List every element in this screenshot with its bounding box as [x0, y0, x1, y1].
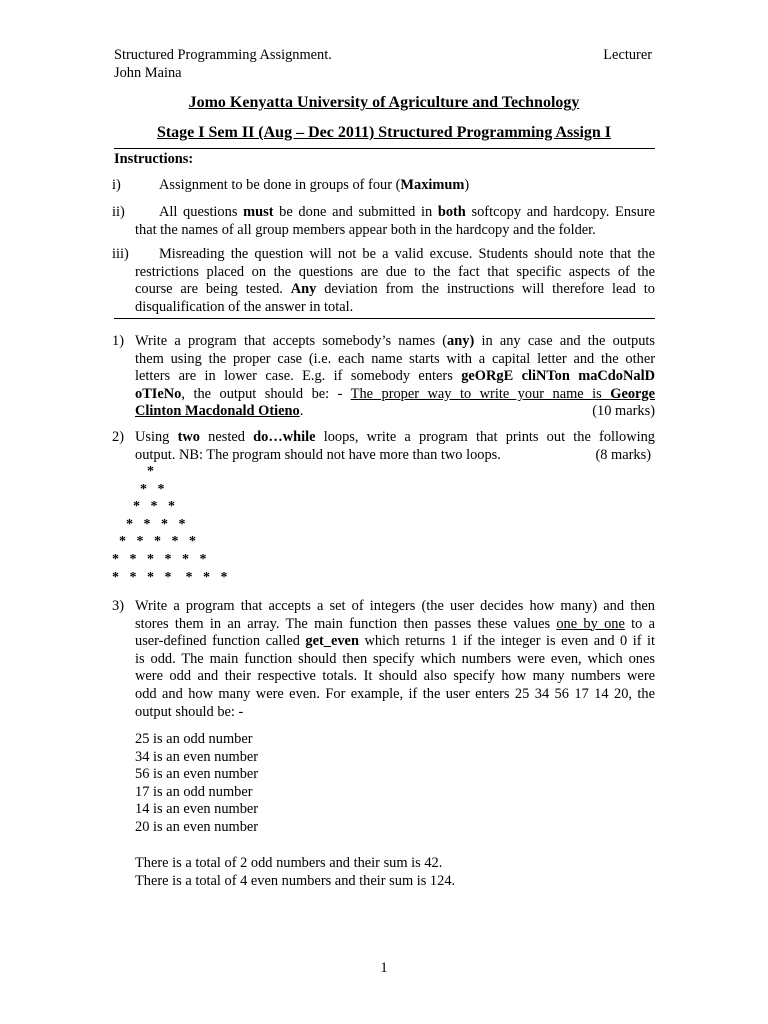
university-title: Jomo Kenyatta University of Agriculture and Technology [188, 94, 580, 111]
question-text: Write a program that accepts a set of integers (the user decides how many) and then [135, 598, 655, 614]
sample-output-line: 14 is an even number [135, 801, 259, 818]
question-number: 3) [112, 598, 124, 614]
question-text: were odd and their respective totals. It should also specify how many numbers were [135, 668, 655, 685]
star-row: * * * * * [112, 534, 196, 550]
question-text: stores them in an array. The main function then passes these values [135, 615, 557, 632]
item-number: iii) [112, 246, 129, 262]
question-bold: get_even [305, 633, 359, 650]
question-text: nested [199, 429, 254, 445]
instruction-bold: must [243, 204, 274, 220]
question-underline: The proper way to write your name is [350, 385, 611, 402]
instruction-text: course are being tested. [135, 281, 291, 298]
header-left [114, 47, 332, 83]
instruction-text: Misreading the question will not be a valid excuse. Students should note that the [159, 246, 655, 262]
question-underline: one by one [556, 615, 625, 632]
instruction-item-ii [112, 204, 655, 239]
instruction-text: be done and submitted in [273, 204, 438, 220]
question-text: odd and how many were even. For example, if the user enters 25 34 56 17 14 20, the [135, 685, 655, 702]
instruction-text: deviation from the instructions will therefore lead to [316, 281, 655, 298]
question-1 [112, 333, 655, 421]
question-text: Using [135, 429, 178, 445]
sample-output-line: 25 is an odd number [135, 731, 253, 747]
question-text: to a [624, 615, 655, 632]
question-text: letters are in lower case. E.g. if somebody enters [135, 368, 462, 385]
star-row: * [112, 464, 154, 479]
divider-top [114, 148, 655, 149]
star-row: * * * [112, 499, 175, 515]
star-row: * * * * * * * [112, 569, 228, 585]
sample-output-line: 34 is an even number [135, 748, 259, 765]
page-number: 1 [380, 960, 388, 976]
marks-label: (10 marks) [592, 403, 655, 420]
sample-output-line: 20 is an even number [135, 818, 259, 835]
question-bold: any) [447, 333, 475, 349]
sample-output [135, 731, 258, 837]
instruction-bold: Any [290, 281, 317, 298]
question-bold-underline: George [610, 385, 655, 402]
instruction-bold: both [437, 204, 466, 220]
header-lecturer-label: Lecturer [603, 47, 652, 63]
sample-output-line: 56 is an even number [135, 766, 259, 783]
question-bold: two [177, 429, 200, 445]
instruction-text: that the names of all group members appear both in the hardcopy and the folder. [135, 221, 596, 238]
question-text: . [299, 403, 304, 420]
question-text: user-defined function called [135, 633, 306, 650]
question-text: output. NB: The program should not have more than two loops. [135, 446, 501, 463]
star-row: * * [112, 481, 165, 497]
star-row: * * * * [112, 516, 186, 532]
marks-label: (8 marks) [595, 446, 651, 463]
instruction-text: All questions [159, 204, 244, 220]
instruction-item-i [112, 177, 655, 195]
sample-output-line: 17 is an odd number [135, 783, 253, 800]
divider-bottom [114, 318, 655, 319]
question-text: is odd. The main function should then specify which numbers were even, which ones [135, 650, 655, 667]
question-bold: geORgE cliNTon maCdoNalD [461, 368, 655, 385]
instruction-text: ) [464, 177, 470, 193]
item-number: i) [112, 177, 121, 193]
question-number: 1) [112, 333, 124, 349]
totals-line: There is a total of 4 even numbers and their sum is 124. [135, 872, 456, 889]
question-text: Write a program that accepts somebody’s names ( [135, 333, 448, 349]
item-number: ii) [112, 204, 125, 220]
question-text: output should be: - [135, 703, 244, 720]
question-2 [112, 429, 655, 464]
question-text: , the output should be: - [181, 385, 351, 402]
question-text: loops, write a program that prints out the following [315, 429, 655, 445]
question-bold-underline: Clinton Macdonald Otieno [135, 403, 300, 420]
instructions-heading: Instructions: [114, 151, 194, 167]
header-lecturer-name: John Maina [114, 65, 182, 81]
assignment-title: Stage I Sem II (Aug – Dec 2011) Structured Programming Assign I [156, 124, 612, 141]
star-pattern [112, 463, 228, 586]
instruction-item-iii [112, 246, 655, 316]
question-bold: oTIeNo [135, 385, 182, 402]
star-row: * * * * * * [112, 551, 207, 567]
instruction-text: disqualification of the answer in total. [135, 298, 354, 315]
header-course: Structured Programming Assignment. [114, 47, 332, 63]
instruction-text: restrictions placed on the questions are due to the fact that specific aspects of the [135, 263, 655, 280]
totals-line: There is a total of 2 odd numbers and their sum is 42. [135, 855, 443, 871]
instruction-text: Assignment to be done in groups of four ( [159, 177, 401, 193]
instruction-bold: Maximum [400, 177, 465, 193]
question-number: 2) [112, 429, 124, 445]
question-bold: do…while [253, 429, 316, 445]
question-text: them using the proper case (i.e. each name starts with a capital letter and the other [135, 350, 655, 367]
sample-totals [135, 855, 455, 890]
question-text: which returns 1 if the integer is even and 0 if it [358, 633, 655, 650]
question-3 [112, 598, 655, 721]
instruction-text: softcopy and hardcopy. Ensure [465, 204, 655, 220]
question-text: in any case and the outputs [474, 333, 655, 349]
